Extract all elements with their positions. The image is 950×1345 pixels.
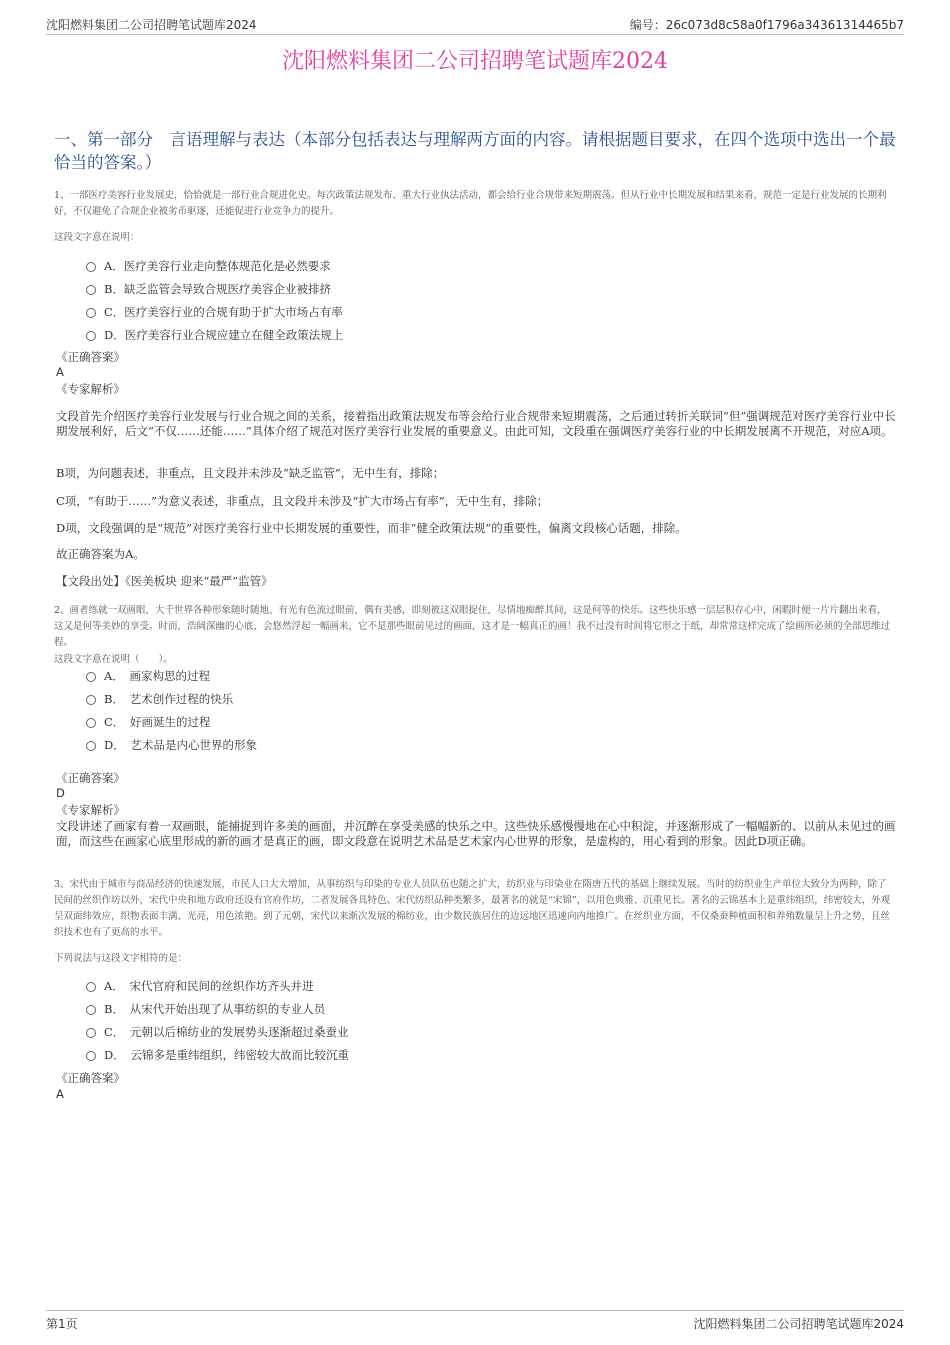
q1-analysis-4: D项，文段强调的是“规范”对医疗美容行业中长期发展的重要性，而非“健全政策法规”的重要性，偏离文段核心话题，排除。 (56, 521, 687, 535)
q2-option-a[interactable]: A． 画家构思的过程 (86, 665, 886, 688)
q1-source: 【文段出处】《医美板块 迎来“最严”监管》 (56, 574, 273, 588)
radio-icon[interactable] (86, 695, 96, 705)
q1-answer: A (56, 365, 64, 379)
page-footer (46, 1310, 904, 1331)
radio-icon[interactable] (86, 331, 96, 341)
q1-prompt: 这段文字意在说明： (54, 232, 140, 243)
q1-options (86, 255, 886, 347)
q1-text: 1、一部医疗美容行业发展史，恰恰就是一部行业合规进化史。每次政策法规发布、重大行业执法活动，都会给行业合规带来短期震荡。但从行业中长期发展和结果来看，规范一定是行业发展的长期利好，不仅避免了合规企业被劣币驱逐，还能促进行业竞争力的提升。 (54, 190, 887, 217)
q2-analysis: 文段讲述了画家有着一双画眼，能捕捉到许多美的画面，并沉醉在享受美感的快乐之中。这些快乐感慢慢地在心中积淀，并逐渐形成了一幅幅新的、以前从未见过的画面，而这些在画家心底里形成的新的画才是真正的画，即文段意在说明艺术品是艺术家内心世界的形象，是虚构的，用心看到的形象。因此D项正确。 (56, 819, 896, 848)
q3-options (86, 975, 886, 1067)
q1-analysis-2: B项，为问题表述，非重点，且文段并未涉及“缺乏监管”，无中生有，排除； (56, 466, 445, 480)
q2-option-c[interactable]: C． 好画诞生的过程 (86, 711, 886, 734)
radio-icon[interactable] (86, 1005, 96, 1015)
q2-option-d[interactable]: D． 艺术品是内心世界的形象 (86, 734, 886, 757)
q1-option-a[interactable]: A．医疗美容行业走向整体规范化是必然要求 (86, 255, 886, 278)
q3-answer: A (56, 1087, 64, 1101)
header-serial: 编号：26c073d8c58a0f1796a34361314465b7 (629, 18, 904, 32)
q1-option-d[interactable]: D．医疗美容行业合规应建立在健全政策法规上 (86, 324, 886, 347)
q2-prompt: 这段文字意在说明（ ）。 (54, 654, 173, 665)
q1-analysis-label: 《专家解析》 (56, 382, 125, 396)
page-header (46, 14, 904, 35)
q3-text: 3、宋代由于城市与商品经济的快速发展，市民人口大大增加，从事纺织与印染的专业人员队伍也随之扩大，纺织业与印染业在隋唐五代的基础上继续发展。当时的纺织业生产单位大致分为两种，除了民间的丝织作坊以外，宋代中央和地方政府还设有官府作坊，二者发展各具特色。宋代纺织品种类繁多，最著名的就是“宋锦”，以用色典雅、沉重见长。著名的云锦基本上是重纬组织，纬密较大，外观呈双面纬效应，织物表面丰满、光亮，用色浓艳。到了元朝，宋代以来渐次发展的棉纺业，由少数民族居住的边远地区迅速向内地推广。在丝织业方面，不仅桑蚕种植面积和养殖数量呈上升之势，且丝织技术也有了更高的水平。 (54, 879, 891, 938)
document-title: 沈阳燃料集团二公司招聘笔试题库2024 (282, 49, 668, 74)
q2-answer-label: 《正确答案》 (56, 771, 125, 785)
radio-icon[interactable] (86, 285, 96, 295)
footer-title: 沈阳燃料集团二公司招聘笔试题库2024 (693, 1317, 904, 1331)
q1-answer-label: 《正确答案》 (56, 350, 125, 364)
radio-icon[interactable] (86, 741, 96, 751)
q2-options (86, 665, 886, 757)
section-heading: 一、第一部分 言语理解与表达（本部分包括表达与理解两方面的内容。请根据题目要求，在四个选项中选出一个最恰当的答案。） (54, 130, 896, 172)
q3-option-a[interactable]: A． 宋代官府和民间的丝织作坊齐头并进 (86, 975, 886, 998)
q2-text: 2、画者练就一双画眼，大千世界各种形象随时随地、有光有色流过眼前，偶有美感，即刻被这双眼捉住，尽情地痴醉其间，这是何等的快乐。这些快乐感一层层积存心中，闲暇时便一片片翻出来看，这又是何等美妙的享受。时而，浩阔深幽的心底，会悠然浮起一幅画来，它不是那些眼前见过的画面，这才是一幅真正的画！我不过没有时间将它形之于纸，却常常这样完成了绘画所必须的全部思维过程。 (54, 605, 891, 648)
radio-icon[interactable] (86, 1051, 96, 1061)
radio-icon[interactable] (86, 672, 96, 682)
radio-icon[interactable] (86, 308, 96, 318)
q2-answer: D (56, 786, 65, 800)
q1-analysis-1: 文段首先介绍医疗美容行业发展与行业合规之间的关系，接着指出政策法规发布等会给行业合规带来短期震荡，之后通过转折关联词“但”强调规范对医疗美容行业中长期发展利好，后文“不仅……还能……”具体介绍了规范对医疗美容行业发展的重要意义。由此可知，文段重在强调医疗美容行业的中长期发展离不开规范，对应A项。 (56, 409, 896, 438)
q1-analysis-5: 故正确答案为A。 (56, 547, 145, 561)
q2-analysis-label: 《专家解析》 (56, 803, 125, 817)
q1-analysis-3: C项，“有助于……”为意义表述，非重点，且文段并未涉及“扩大市场占有率”，无中生有，排除； (56, 494, 549, 508)
radio-icon[interactable] (86, 718, 96, 728)
q3-option-b[interactable]: B． 从宋代开始出现了从事纺织的专业人员 (86, 998, 886, 1021)
page-number: 第1页 (46, 1317, 78, 1331)
radio-icon[interactable] (86, 1028, 96, 1038)
header-title: 沈阳燃料集团二公司招聘笔试题库2024 (46, 18, 257, 32)
radio-icon[interactable] (86, 982, 96, 992)
radio-icon[interactable] (86, 262, 96, 272)
q3-option-c[interactable]: C． 元朝以后棉纺业的发展势头逐渐超过桑蚕业 (86, 1021, 886, 1044)
q1-option-b[interactable]: B．缺乏监管会导致合规医疗美容企业被排挤 (86, 278, 886, 301)
q1-option-c[interactable]: C．医疗美容行业的合规有助于扩大市场占有率 (86, 301, 886, 324)
q3-prompt: 下列说法与这段文字相符的是： (54, 953, 188, 964)
q3-answer-label: 《正确答案》 (56, 1071, 125, 1085)
q2-option-b[interactable]: B． 艺术创作过程的快乐 (86, 688, 886, 711)
q3-option-d[interactable]: D． 云锦多是重纬组织，纬密较大故而比较沉重 (86, 1044, 886, 1067)
